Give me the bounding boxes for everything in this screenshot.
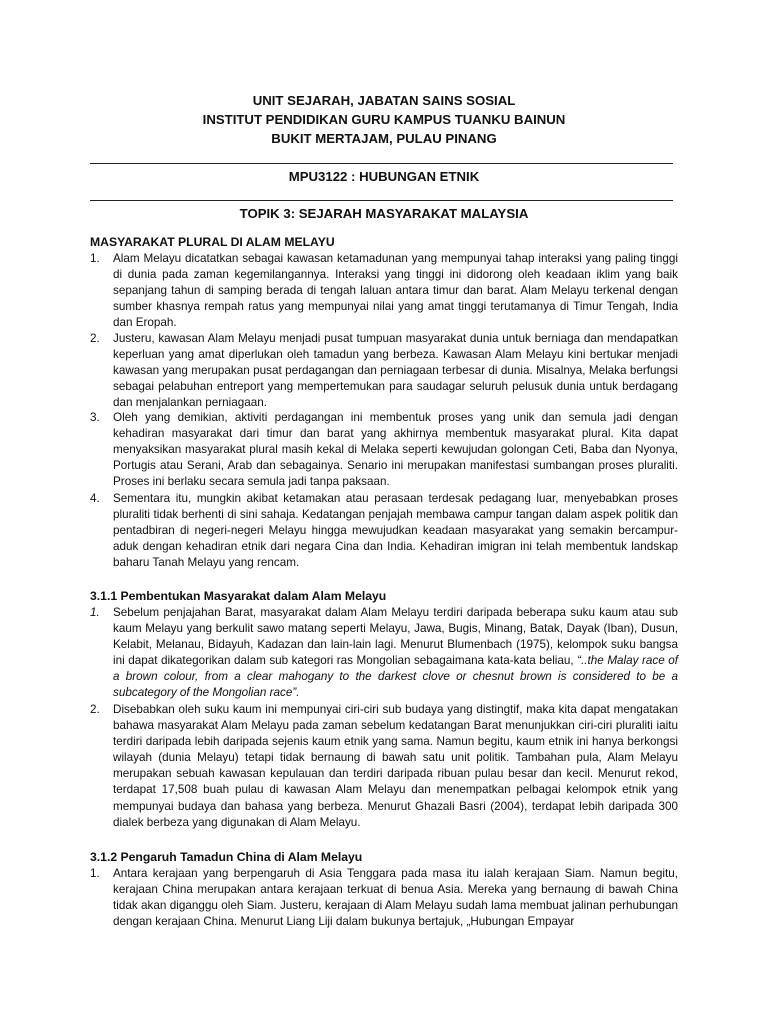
list-number: 2.	[90, 332, 100, 345]
list-text-body: Sebelum penjajahan Barat, masyarakat dalam Alam Melayu terdiri daripada beberapa suku kaum atau sub kaum Melayu yang berkulit sawo matang seperti Melayu, Jawa, Bugis, Minang, Batak, Dayak (Iban), Dusun, Kelabit, Melanau, Bidayuh, Kadazan dan lain-lain lagi. Menurut Blumenbach (1975), kelompok suku bangsa ini dapat dikategorikan dalam sub kategori ras Mongolian sebagaimana kata-kata beliau,	[113, 606, 678, 668]
list-number: 1.	[90, 867, 100, 880]
topic-title: TOPIK 3: SEJARAH MASYARAKAT MALAYSIA	[239, 206, 529, 221]
list-number: 1.	[90, 606, 100, 619]
list-item	[90, 491, 678, 571]
list-number: 4.	[90, 492, 100, 505]
list-number: 2.	[90, 703, 100, 716]
list-item	[90, 866, 678, 930]
list-text: Alam Melayu dicatatkan sebagai kawasan ketamadunan yang mempunyai tahap interaksi yang paling tinggi di dunia pada zaman kegemilangannya. Interaksi yang tinggi ini didorong oleh keadaan iklim yang baik sepanjang tahun di samping berada di tengah laluan antara timur dan barat. Alam Melayu terkenal dengan sumber khasnya rempah ratus yang mempunyai nilai yang amat tinggi terutamanya di Timur Tengah, India dan Eropah.	[113, 252, 678, 330]
list-item	[90, 251, 678, 331]
header-line-3: BUKIT MERTAJAM, PULAU PINANG	[271, 131, 497, 146]
header-line-1: UNIT SEJARAH, JABATAN SAINS SOSIAL	[252, 93, 516, 108]
divider-rule	[90, 163, 673, 164]
section-heading: MASYARAKAT PLURAL DI ALAM MELAYU	[90, 235, 335, 249]
list-item	[90, 605, 678, 702]
list-text: Oleh yang demikian, aktiviti perdagangan ini membentuk proses yang unik dan semula jadi dengan kehadiran masyarakat dari timur dan barat yang akhirnya membentuk masyarakat plural. Kita dapat menyaksikan masyarakat plural masih kekal di Melaka seperti kewujudan golongan Ceti, Baba dan Nyonya, Portugis atau Serani, Arab dan sebagainya. Senario ini merupakan manifestasi sumbangan proses pluraliti. Proses ini berlaku secara semula jadi tanpa paksaan.	[113, 411, 678, 489]
quote-text: “..the Malay race of a brown colour, from a clear mahogany to the darkest clove or chesnut brown is considered to be a subcategory of the Mongolian race”.	[113, 654, 678, 700]
list-text: Antara kerajaan yang berpengaruh di Asia Tenggara pada masa itu ialah kerajaan Siam. Namun begitu, kerajaan China merupakan antara kerajaan terkuat di benua Asia. Mereka yang bernaung di bawah China tidak akan diganggu oleh Siam. Justeru, kerajaan di Alam Melayu sudah lama membuat jalinan perhubungan dengan kerajaan China. Menurut Liang Liji dalam bukunya bertajuk, „Hubungan Empayar	[113, 867, 678, 929]
section-heading: 3.1.2 Pengaruh Tamadun China di Alam Melayu	[90, 850, 363, 864]
list-text	[113, 605, 678, 702]
list-item	[90, 331, 678, 411]
list-text: Justeru, kawasan Alam Melayu menjadi pusat tumpuan masyarakat dunia untuk berniaga dan mendapatkan keperluan yang amat diperlukan oleh tamadun yang berbeza. Kawasan Alam Melayu kini bertukar menjadi kawasan yang merupakan pusat perdagangan dan perniagaan terbesar di dunia. Misalnya, Melaka berfungsi sebagai pelabuhan entreport yang mempertemukan para saudagar seluruh pelusuk dunia untuk berdagang dan menjalankan perniagaan.	[113, 332, 678, 410]
list-text: Sementara itu, mungkin akibat ketamakan atau perasaan terdesak pedagang luar, menyebabkan proses pluraliti tidak berhenti di sini sahaja. Kedatangan penjajah membawa campur tangan dalam aspek politik dan pentadbiran di negeri-negeri Melayu hingga mewujudkan keadaan masyarakat yang semakin bercampur-aduk dengan kehadiran etnik dari negara Cina dan India. Kehadiran imigran ini telah membentuk landskap baharu Tanah Melayu yang rencam.	[113, 492, 678, 570]
list-number: 3.	[90, 411, 100, 424]
list-item	[90, 702, 678, 831]
list-text: Disebabkan oleh suku kaum ini mempunyai ciri-ciri sub budaya yang distingtif, maka kita dapat mengatakan bahawa masyarakat Alam Melayu pada zaman sebelum kedatangan Barat menunjukkan ciri-ciri pluraliti iaitu terdiri daripada lebih daripada sejenis kaum etnik yang sama. Namun begitu, kaum etnik ini hanya berkongsi wilayah (dunia Melayu) tetapi tidak bernaung di bawah satu unit politik. Tambahan pula, Alam Melayu merupakan sebuah kawasan kepulauan dan terdiri daripada ribuan pulau besar dan kecil. Menurut rekod, terdapat 17,508 buah pulau di kawasan Alam Melayu dan menempatkan pelbagai kelompok etnik yang mempunyai budaya dan bahasa yang berbeza. Menurut Ghazali Basri (2004), terdapat lebih daripada 300 dialek berbeza yang digunakan di Alam Melayu.	[113, 703, 678, 829]
header-line-2: INSTITUT PENDIDIKAN GURU KAMPUS TUANKU BAINUN	[202, 112, 566, 127]
section-heading: 3.1.1 Pembentukan Masyarakat dalam Alam Melayu	[90, 589, 387, 603]
divider-rule	[90, 200, 673, 201]
list-item	[90, 410, 678, 490]
list-number: 1.	[90, 252, 100, 265]
course-title: MPU3122 : HUBUNGAN ETNIK	[288, 169, 480, 184]
